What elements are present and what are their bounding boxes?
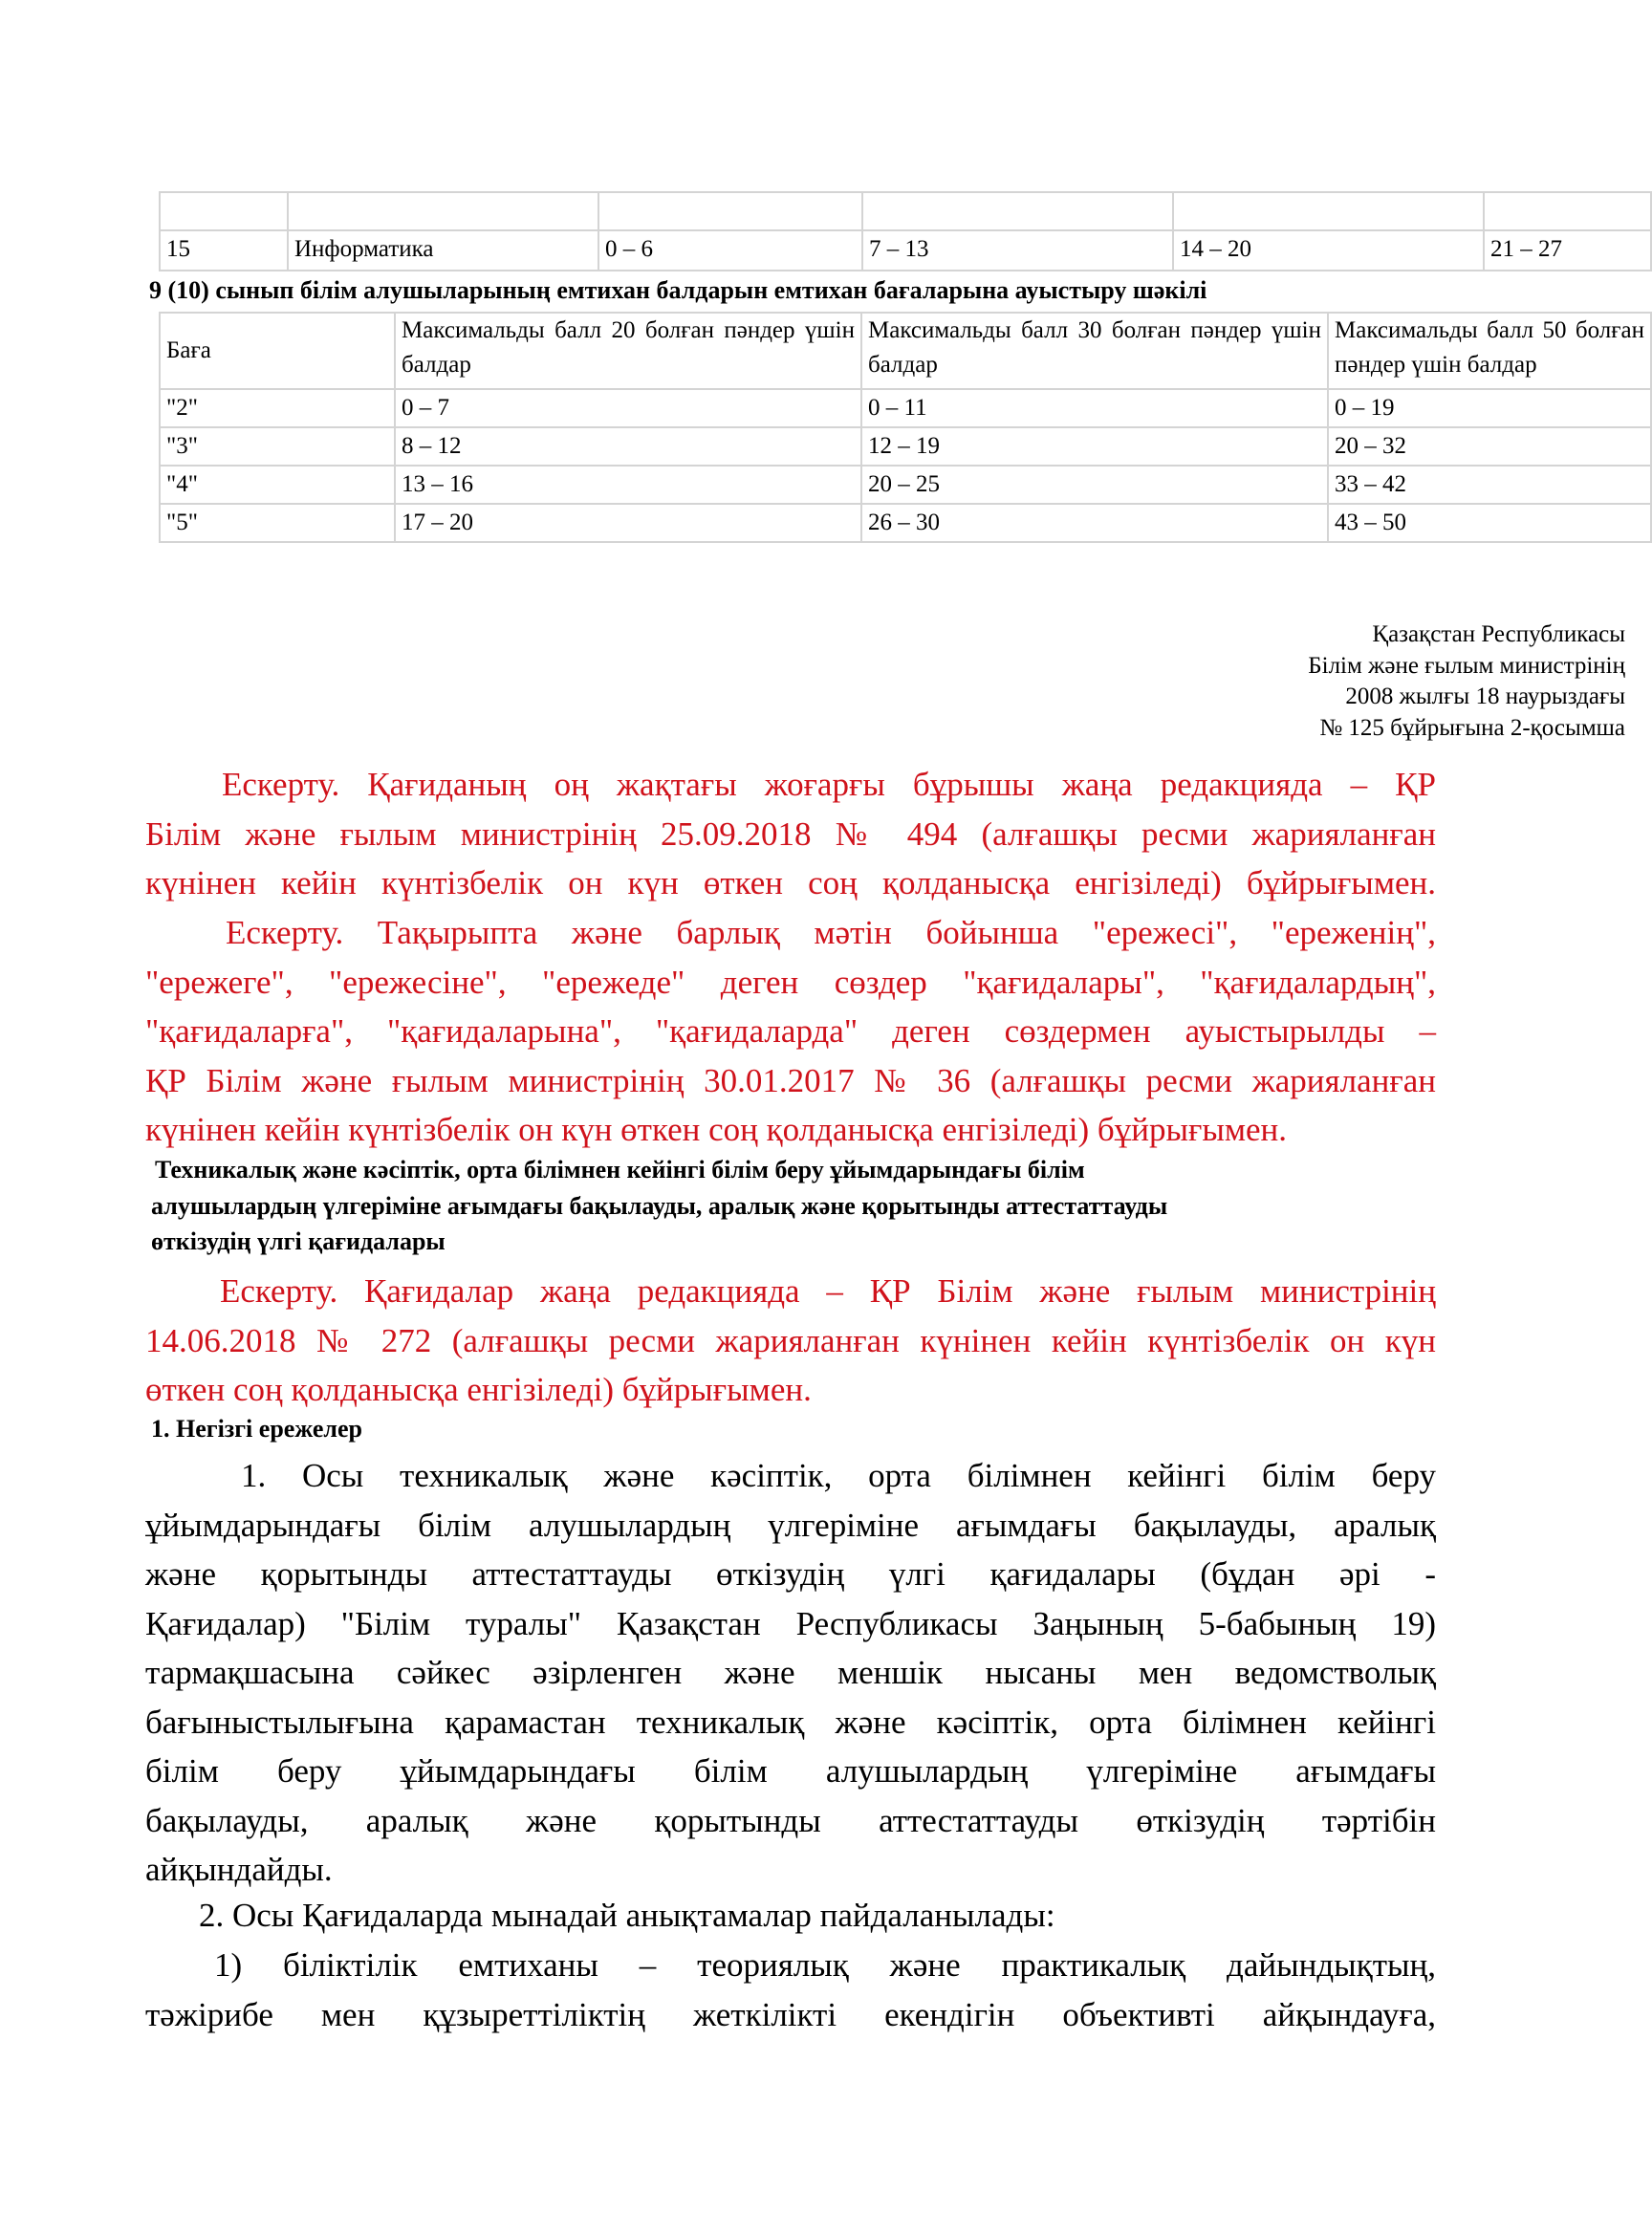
amendment-note-3 [145,1267,1436,1415]
note-line: Ескерту. Қағиданың оң жақтағы жоғарғы бұрышы жаңа редакцияда – ҚР [222,766,1436,803]
table-row [160,427,1651,466]
appendix-header-line: Қазақстан Республикасы [1372,621,1625,647]
grades-table [159,312,1652,543]
table-cell [288,192,598,230]
appendix-header-line: 2008 жылғы 18 наурыздағы [1345,684,1625,709]
subject-name: Информатика [288,230,598,271]
score-range: 20 – 25 [861,466,1328,504]
appendix-header-line: № 125 бұйрығына 2-қосымша [1319,714,1625,741]
paragraph-line: 1) біліктілік емтиханы – теориялық және практикалық дайындықтың, [214,1946,1436,1984]
paragraph-1 [145,1451,1436,1895]
grade-cell: "5" [160,504,395,542]
note-line: Білім және ғылым министрінің 25.09.2018 № 494 (алғашқы ресми жарияланған [145,814,1436,853]
score-range: 0 – 7 [395,389,861,427]
note-line: "қағидаларға", "қағидаларына", "қағидаларда" деген сөздермен ауыстырылды – [145,1012,1436,1050]
score-range: 13 – 16 [395,466,861,504]
score-range: 12 – 19 [861,427,1328,466]
column-header-max30: Максимальды балл 30 болған пәндер үшін балдар [861,313,1328,389]
grade-cell: "2" [160,389,395,427]
amendment-note-2 [145,908,1436,1155]
appendix-header [956,619,1625,744]
paragraph-line: және қорытынды аттестаттауды өткізудің үлгі қағидалары (бұдан әрі - [145,1555,1436,1593]
table-row [160,230,1651,271]
note-line: Ескерту. Қағидалар жаңа редакцияда – ҚР Білім және ғылым министрінің [220,1272,1436,1310]
score-range: 33 – 42 [1328,466,1651,504]
paragraph-line: ұйымдарындағы білім алушылардың үлгеріміне ағымдағы бақылауды, аралық [145,1506,1436,1544]
score-range: 0 – 6 [598,230,862,271]
score-range: 17 – 20 [395,504,861,542]
note-line: ҚР Білім және ғылым министрінің 30.01.2017 № 36 (алғашқы ресми жарияланған [145,1061,1436,1099]
paragraph-line: Қағидалар) "Білім туралы" Қазақстан Республикасы Заңының 5-бабының 19) [145,1604,1436,1642]
paragraph-line: айқындайды. [145,1851,333,1888]
scale-title: 9 (10) сынып білім алушыларының емтихан балдарын емтихан бағаларына ауыстыру шәкілі [149,276,1207,304]
title-line: алушылардың үлгеріміне ағымдағы бақылауды, аралық және қорытынды аттестаттауды [151,1191,1168,1220]
table-row [160,466,1651,504]
score-range: 20 – 32 [1328,427,1651,466]
table-row [160,389,1651,427]
score-range: 26 – 30 [861,504,1328,542]
paragraph-2 [145,1891,1436,1941]
document-title [151,1152,1356,1260]
note-line: "ережеге", "ережесіне", "ережеде" деген сөздер "қағидалары", "қағидалардың", [145,963,1436,1001]
table-row [160,192,1651,230]
table-cell [862,192,1173,230]
paragraph-line: тармақшасына сәйкес әзірленген және меншік нысаны мен ведомстволық [145,1654,1436,1691]
note-line: Ескерту. Тақырыпта және барлық мәтін бойынша "ережесі", "ереженің", [226,914,1436,951]
row-number: 15 [160,230,288,271]
paragraph-line: бақылауды, аралық және қорытынды аттестаттауды өткізудің тәртібін [145,1801,1436,1839]
paragraph-line: білім беру ұйымдарындағы білім алушылардың үлгеріміне ағымдағы [145,1752,1436,1790]
paragraph-line: 2. Осы Қағидаларда мынадай анықтамалар пайдаланылады: [199,1897,1055,1934]
grade-cell: "4" [160,466,395,504]
column-header-max50: Максимальды балл 50 болған пәндер үшін балдар [1328,313,1651,389]
appendix-header-line: Білім және ғылым министрінің [1308,652,1625,679]
section-heading: 1. Негізгі ережелер [151,1415,362,1443]
grade-cell: "3" [160,427,395,466]
column-header-grade: Баға [160,313,395,389]
note-line: күнінен кейін күнтізбелік он күн өткен соң қолданысқа енгізіледі) бұйрығымен. [145,864,1436,901]
paragraph-3 [145,1941,1436,2039]
paragraph-line: тәжірибе мен құзыреттіліктің жеткілікті екендігін объективті айқындауға, [145,1995,1436,2033]
table-cell [160,192,288,230]
score-range: 14 – 20 [1173,230,1484,271]
score-range: 0 – 19 [1328,389,1651,427]
score-range: 8 – 12 [395,427,861,466]
score-range: 7 – 13 [862,230,1173,271]
amendment-note-1 [145,760,1436,908]
score-range: 21 – 27 [1484,230,1651,271]
table-row [160,504,1651,542]
title-line: Техникалық және кәсіптік, орта білімнен кейінгі білім беру ұйымдарындағы білім [155,1156,1085,1183]
title-line: өткізудің үлгі қағидалары [151,1227,446,1255]
table-cell [1484,192,1651,230]
table-cell [1173,192,1484,230]
subjects-table [159,191,1652,271]
note-line: өткен соң қолданысқа енгізіледі) бұйрығымен. [145,1371,812,1408]
table-cell [598,192,862,230]
paragraph-line: бағыныстылығына қарамастан техникалық және кәсіптік, орта білімнен кейінгі [145,1703,1436,1741]
note-line: 14.06.2018 № 272 (алғашқы ресми жарияланған күнінен кейін күнтізбелік он күн [145,1321,1436,1359]
score-range: 0 – 11 [861,389,1328,427]
table-header-row [160,313,1651,389]
paragraph-line: 1. Осы техникалық және кәсіптік, орта білімнен кейінгі білім беру [241,1457,1436,1494]
column-header-max20: Максимальды балл 20 болған пәндер үшін балдар [395,313,861,389]
note-line: күнінен кейін күнтізбелік он күн өткен соң қолданысқа енгізіледі) бұйрығымен. [145,1111,1288,1148]
score-range: 43 – 50 [1328,504,1651,542]
